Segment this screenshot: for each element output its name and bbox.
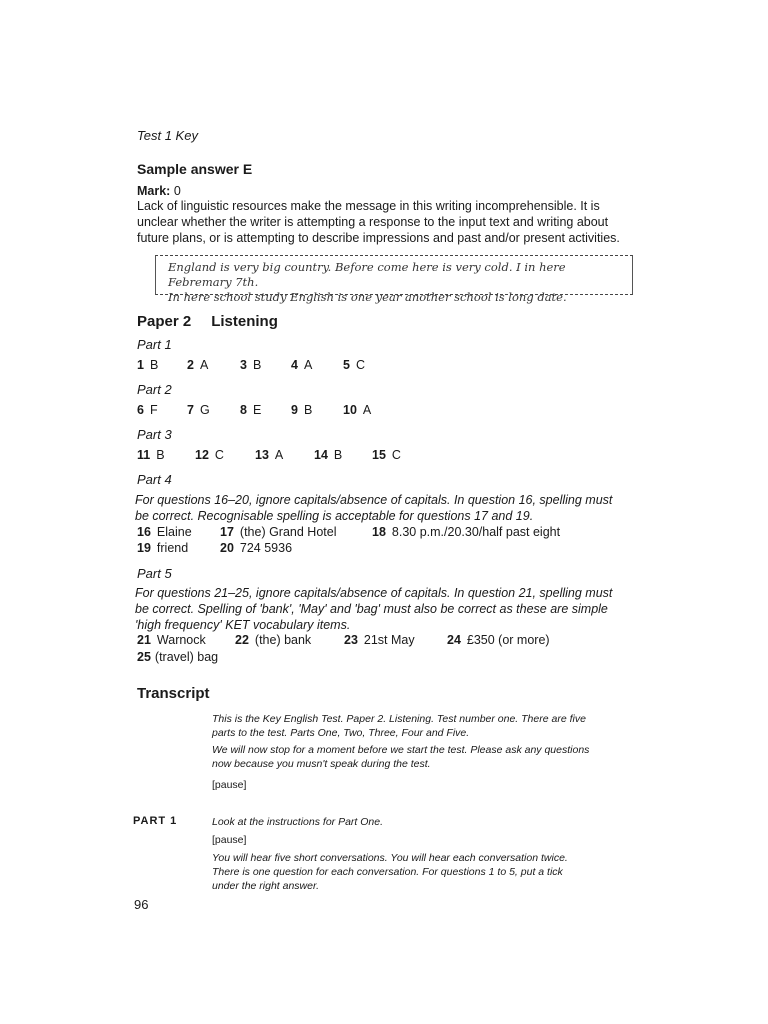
paper-subtitle: Listening (211, 313, 278, 330)
part-1-transcript-text (212, 851, 612, 893)
part-5-note (135, 585, 635, 633)
sample-heading: Sample answer E (137, 161, 253, 177)
part-4-label: Part 4 (137, 472, 172, 487)
comment-line: Lack of linguistic resources make the message in this writing incomprehensible. It is (137, 199, 600, 213)
answer-item: 24 £350 (or more) (447, 633, 550, 647)
answer-item: 17 (the) Grand Hotel (220, 525, 337, 539)
part-4-answers-row-2 (137, 541, 637, 557)
answer-item: 3 B (240, 358, 262, 372)
answer-item: 22 (the) bank (235, 633, 312, 647)
answer-item: 2 A (187, 358, 209, 372)
answer-item: 8 E (240, 403, 262, 417)
comment-line: future plans, or is attempting to describe impressions and past and/or present activities. (137, 231, 620, 245)
pause-marker: [pause] (212, 779, 247, 791)
part-3-answers (137, 448, 637, 464)
part-4-note (135, 492, 635, 524)
answer-item: 13 A (255, 448, 284, 462)
answer-item: 19 friend (137, 541, 189, 555)
part-5-label: Part 5 (137, 566, 172, 581)
note-line: be correct. Recognisable spelling is acceptable for questions 17 and 19. (135, 509, 534, 523)
part-4-answers-row-1 (137, 525, 637, 541)
answer-item: 25 (travel) bag (137, 650, 219, 664)
transcript-intro-2 (212, 743, 612, 771)
answer-item: 12 C (195, 448, 224, 462)
sample-comment (137, 198, 637, 246)
transcript-intro-1 (212, 712, 612, 740)
answer-item: 1 B (137, 358, 159, 372)
part-5-answers-row-2 (137, 650, 637, 666)
part-2-label: Part 2 (137, 382, 172, 397)
answer-item: 15 C (372, 448, 401, 462)
part-5-answers-row-1 (137, 633, 637, 649)
page-number: 96 (134, 897, 149, 912)
transcript-heading: Transcript (137, 685, 210, 702)
answer-item: 4 A (291, 358, 313, 372)
answer-item: 11 B (137, 448, 165, 462)
running-head: Test 1 Key (137, 128, 198, 143)
note-line: For questions 21–25, ignore capitals/absence of capitals. In question 21, spelling must (135, 586, 613, 600)
answer-item: 5 C (343, 358, 365, 372)
answer-item: 6 F (137, 403, 158, 417)
answer-item: 18 8.30 p.m./20.30/half past eight (372, 525, 561, 539)
part-instruction: Look at the instructions for Part One. (212, 816, 384, 828)
comment-line: unclear whether the writer is attempting a response to the input text and writing about (137, 215, 609, 229)
answer-item: 10 A (343, 403, 372, 417)
transcript-line: There is one question for each conversation. For questions 1 to 5, put a tick (212, 866, 563, 878)
transcript-line: now because you musn't speak during the test. (212, 758, 431, 770)
answer-item: 20 724 5936 (220, 541, 293, 555)
mark-value: 0 (173, 184, 181, 198)
handwritten-line: England is very big country. Before come here is very cold. I in here Febremary 7th. (168, 260, 566, 289)
pause-marker: [pause] (212, 834, 247, 846)
mark-label: Mark: (137, 184, 171, 198)
answer-item: 21 Warnock (137, 633, 206, 647)
transcript-line: under the right answer. (212, 880, 320, 892)
mark-line (137, 184, 181, 198)
transcript-line: You will hear five short conversations. You will hear each conversation twice. (212, 852, 568, 864)
transcript-part-label: PART 1 (133, 815, 178, 827)
paper-title: Paper 2 (137, 313, 192, 330)
note-line: For questions 16–20, ignore capitals/absence of capitals. In question 16, spelling must (135, 493, 613, 507)
part-3-label: Part 3 (137, 427, 172, 442)
answer-item: 23 21st May (344, 633, 415, 647)
transcript-line: parts to the test. Parts One, Two, Three, Four and Five. (212, 727, 470, 739)
note-line: be correct. Spelling of 'bank', 'May' and 'bag' must also be correct as these are simple (135, 602, 608, 616)
handwritten-sample-box (155, 255, 633, 304)
answer-item: 16 Elaine (137, 525, 192, 539)
transcript-line: This is the Key English Test. Paper 2. Listening. Test number one. There are five (212, 713, 586, 725)
part-2-answers (137, 403, 637, 419)
part-1-label: Part 1 (137, 337, 172, 352)
note-line: 'high frequency' KET vocabulary items. (135, 618, 351, 632)
handwritten-line: In here school study English is one year another school is long date. (168, 290, 567, 304)
part-1-answers (137, 358, 637, 374)
answer-item: 9 B (291, 403, 313, 417)
transcript-line: We will now stop for a moment before we start the test. Please ask any questions (212, 744, 590, 756)
paper-heading (137, 313, 278, 330)
answer-item: 7 G (187, 403, 210, 417)
answer-item: 14 B (314, 448, 343, 462)
